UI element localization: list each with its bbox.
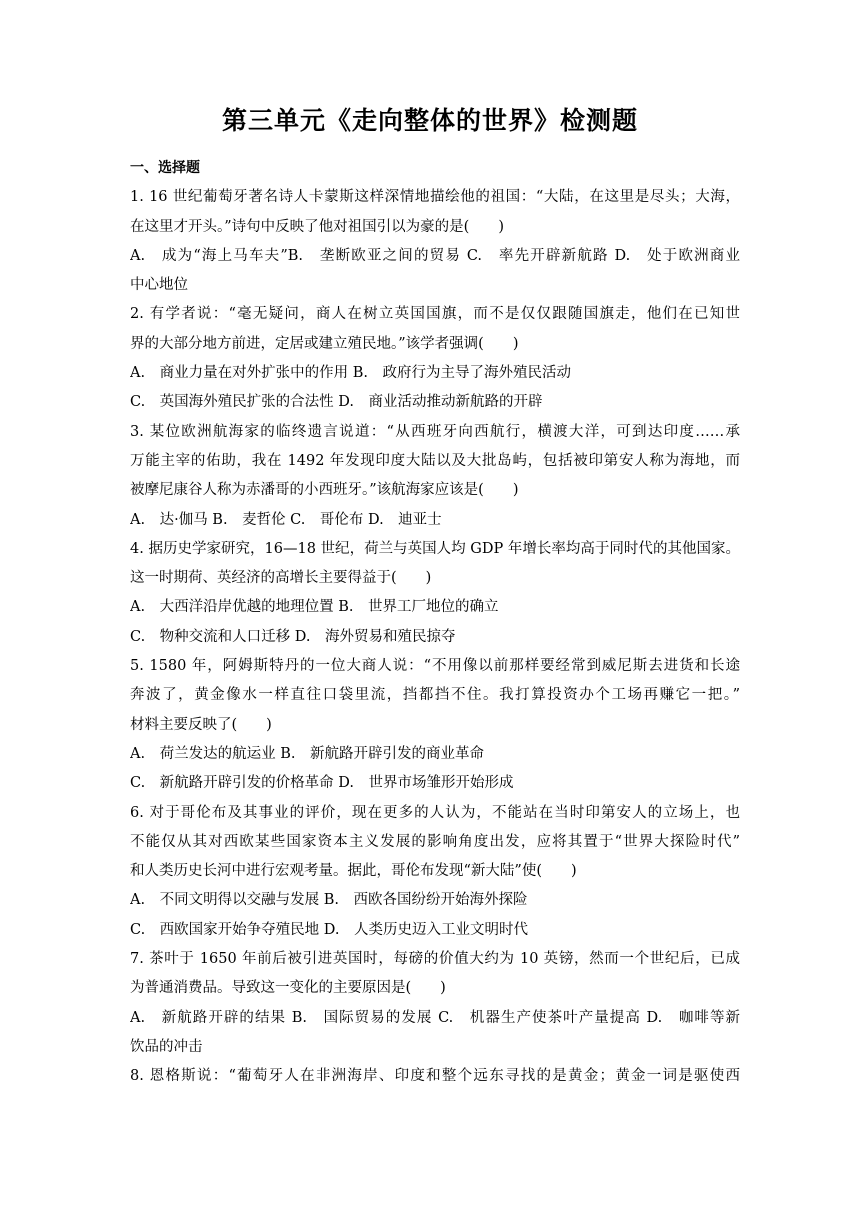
- question-6: [130, 799, 740, 945]
- question-options-line: A. 大西洋沿岸优越的地理位置 B. 世界工厂地位的确立: [130, 599, 499, 616]
- question-stem-line: 5. 1580 年，阿姆斯特丹的一位大商人说：“不用像以前那样要经常到威尼斯去进货和长途: [130, 658, 740, 675]
- question-stem-line: 这一时期荷、英经济的高增长主要得益于( ): [130, 570, 432, 587]
- question-5: [130, 652, 740, 798]
- question-stem-line: 2. 有学者说：“毫无疑问，商人在树立英国国旗，而不是仅仅跟随国旗走，他们在已知世: [130, 306, 740, 323]
- question-stem-line: 1. 16 世纪葡萄牙著名诗人卡蒙斯这样深情地描绘他的祖国：“大陆，在这里是尽头；大海，: [130, 189, 740, 206]
- question-options-line: C. 物种交流和人口迁移 D. 海外贸易和殖民掠夺: [130, 628, 456, 645]
- question-stem-line: 奔波了，黄金像水一样直往口袋里流，挡都挡不住。我打算投资办个工场再赚它一把。”: [130, 687, 740, 704]
- question-options-line: A. 商业力量在对外扩张中的作用 B. 政府行为主导了海外殖民活动: [130, 365, 571, 382]
- question-stem-line: 材料主要反映了( ): [130, 716, 272, 733]
- question-stem-line: 不能仅从其对西欧某些国家资本主义发展的影响角度出发，应将其置于“世界大探险时代”: [130, 833, 740, 850]
- question-options-line: 饮品的冲击: [130, 1038, 203, 1055]
- question-8: [130, 1062, 740, 1091]
- question-2: [130, 300, 740, 417]
- question-options-line: A. 荷兰发达的航运业 B. 新航路开辟引发的商业革命: [130, 745, 484, 762]
- question-options-line: C. 英国海外殖民扩张的合法性 D. 商业活动推动新航路的开辟: [130, 394, 543, 411]
- question-stem-line: 界的大部分地方前进，定居或建立殖民地。”该学者强调( ): [130, 335, 519, 352]
- question-4: [130, 535, 740, 652]
- question-stem-line: 4. 据历史学家研究，16—18 世纪，荷兰与英国人均 GDP 年增长率均高于同时代的其他国家。: [130, 540, 740, 557]
- page-title: 第三单元《走向整体的世界》检测题: [221, 106, 638, 135]
- question-stem-line: 3. 某位欧洲航海家的临终遗言说道：“从西班牙向西航行，横渡大洋，可到达印度……承: [130, 423, 740, 440]
- question-options-line: A. 新航路开辟的结果 B. 国际贸易的发展 C. 机器生产使茶叶产量提高 D. 咖啡等新: [130, 1009, 740, 1026]
- question-options-line: A. 不同文明得以交融与发展 B. 西欧各国纷纷开始海外探险: [130, 892, 528, 909]
- question-stem-line: 6. 对于哥伦布及其事业的评价，现在更多的人认为，不能站在当时印第安人的立场上，也: [130, 804, 740, 821]
- question-stem-line: 7. 茶叶于 1650 年前后被引进英国时，每磅的价值大约为 10 英镑，然而一个世纪后，已成: [130, 951, 740, 968]
- question-1: [130, 183, 740, 300]
- question-stem-line: 在这里才开头。”诗句中反映了他对祖国引以为豪的是( ): [130, 218, 504, 235]
- question-3: [130, 418, 740, 535]
- question-options-line: A. 成为“海上马车夫”B. 垄断欧亚之间的贸易 C. 率先开辟新航路 D. 处于欧洲商业: [130, 247, 740, 264]
- question-stem-line: 被摩尼康谷人称为赤潘哥的小西班牙。”该航海家应该是( ): [130, 482, 519, 499]
- question-list: [130, 154, 740, 1092]
- question-options-line: 中心地位: [130, 277, 188, 294]
- question-stem-line: 8. 恩格斯说：“葡萄牙人在非洲海岸、印度和整个远东寻找的是黄金；黄金一词是驱使西: [130, 1068, 740, 1085]
- question-options-line: C. 新航路开辟引发的价格革命 D. 世界市场雏形开始形成: [130, 775, 514, 792]
- question-stem-line: 和人类历史长河中进行宏观考量。据此，哥伦布发现“新大陆”使( ): [130, 863, 577, 880]
- section-heading: 一、选择题: [130, 160, 200, 176]
- question-stem-line: 万能主宰的佑助，我在 1492 年发现印度大陆以及大批岛屿，包括被印第安人称为海地，而: [130, 452, 740, 469]
- question-7: [130, 945, 740, 1062]
- question-options-line: C. 西欧国家开始争夺殖民地 D. 人类历史迈入工业文明时代: [130, 921, 529, 938]
- question-options-line: A. 达·伽马 B. 麦哲伦 C. 哥伦布 D. 迪亚士: [130, 511, 442, 528]
- question-stem-line: 为普通消费品。导致这一变化的主要原因是( ): [130, 980, 446, 997]
